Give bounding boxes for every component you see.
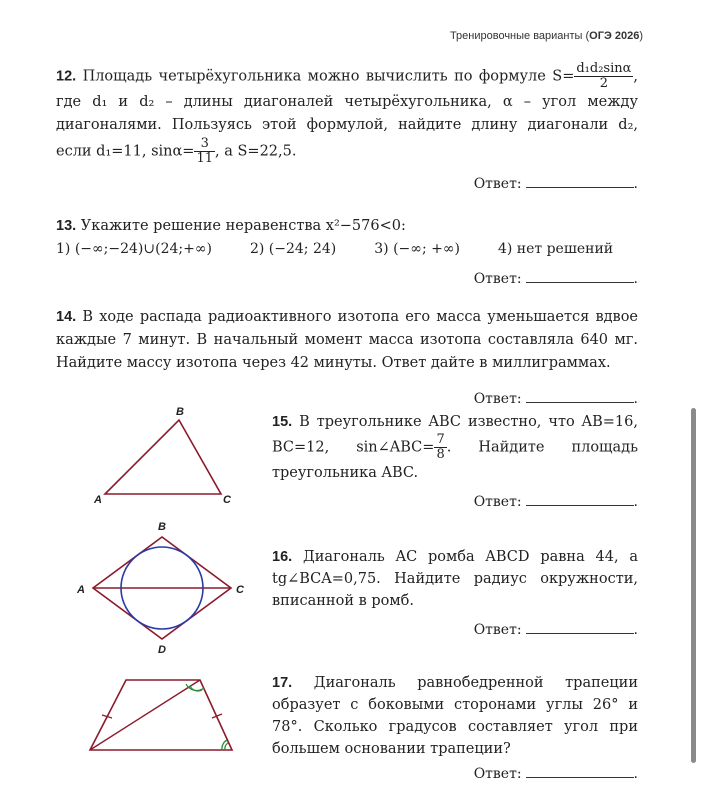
problem-16: 16. Диагональ AC ромба ABCD равна 44, а tg∠BCA=0,75. Найдите радиус окружности, вписанной в ромб. Ответ: . <box>272 546 638 641</box>
vertex-b-label: B <box>176 406 184 418</box>
problem-12 <box>56 62 638 196</box>
answer-16-field[interactable] <box>526 618 634 634</box>
problem-14: 14. В ходе распада радиоактивного изотопа его масса уменьшается вдвое каждые 7 минут. В начальный момент масса изотопа составляла 640 мг. Найдите массу изотопа через 42 минуты. Ответ дайте в миллиграммах. Ответ: . <box>56 306 638 411</box>
option-3[interactable]: 3) (−∞; +∞) <box>374 241 460 257</box>
problem-12-text: 12. Площадь четырёхугольника можно вычислить по формуле S= $\frac{\text{d₁d₂sinα}}{2}$ , где d₁ и d₂ – длины диагоналей четырёхугольника, α – угол между диагоналями. Пользуясь этой формулой, найдите длину диагонали d₂, если d₁=11, sinα= $\frac{3}{11}$ , а S=22,5. <box>56 61 638 166</box>
vertex-d-label: D <box>158 644 166 655</box>
triangle-figure <box>85 402 245 507</box>
vertex-a-label: A <box>94 494 102 506</box>
options-13 <box>56 238 638 261</box>
trapezoid-figure <box>82 672 242 757</box>
answer-15-field[interactable] <box>526 490 634 506</box>
scrollbar[interactable] <box>687 0 701 763</box>
formula-fraction: $\frac{\text{d₁d₂sinα}}{2}$ <box>576 61 632 91</box>
answer-17-field[interactable] <box>526 762 634 778</box>
vertex-b-label: B <box>158 521 166 533</box>
problem-13: 13. Укажите решение неравенства x²−576<0: 1) (−∞;−24)∪(24;+∞) 2) (−24; 24) 3) (−∞; +∞) 4) нет решений Ответ: . <box>56 215 638 291</box>
option-2[interactable]: 2) (−24; 24) <box>249 241 337 257</box>
answer-13: Ответ: . <box>56 267 638 291</box>
page-header: Тренировочные варианты (ОГЭ 2026) <box>449 30 643 42</box>
answer-15: Ответ: . <box>272 490 638 513</box>
sin-fraction: $\frac{3}{11}$ <box>196 136 214 166</box>
answer-14: Ответ: . <box>56 387 638 411</box>
sin-abc-fraction: $\frac{7}{8}$ <box>436 432 445 462</box>
problem-17: 17. Диагональ равнобедренной трапеции образует с боковыми сторонами углы 26° и 78°. Сколько градусов составляет угол при большем основании трапеции? Ответ: . <box>272 672 638 785</box>
rhombus-figure <box>74 515 254 655</box>
vertex-c-label: C <box>236 584 244 596</box>
answer-13-field[interactable] <box>526 267 634 283</box>
vertex-c-label: C <box>223 494 231 506</box>
answer-16: Ответ: . <box>272 618 638 641</box>
scrollbar-thumb[interactable] <box>691 408 696 763</box>
answer-12: Ответ: . <box>56 172 638 196</box>
vertex-a-label: A <box>77 584 85 596</box>
answer-14-field[interactable] <box>526 387 634 403</box>
problem-15: 15. В треугольнике ABC известно, что AB=16, BC=12, sin∠ABC= $\frac{7}{8}$ . Найдите площадь треугольника ABC. Ответ: . <box>272 411 638 513</box>
answer-12-field[interactable] <box>526 172 634 188</box>
option-1[interactable]: 1) (−∞;−24)∪(24;+∞) <box>56 241 212 257</box>
answer-17: Ответ: . <box>272 762 638 785</box>
option-4[interactable]: 4) нет решений <box>497 241 614 257</box>
